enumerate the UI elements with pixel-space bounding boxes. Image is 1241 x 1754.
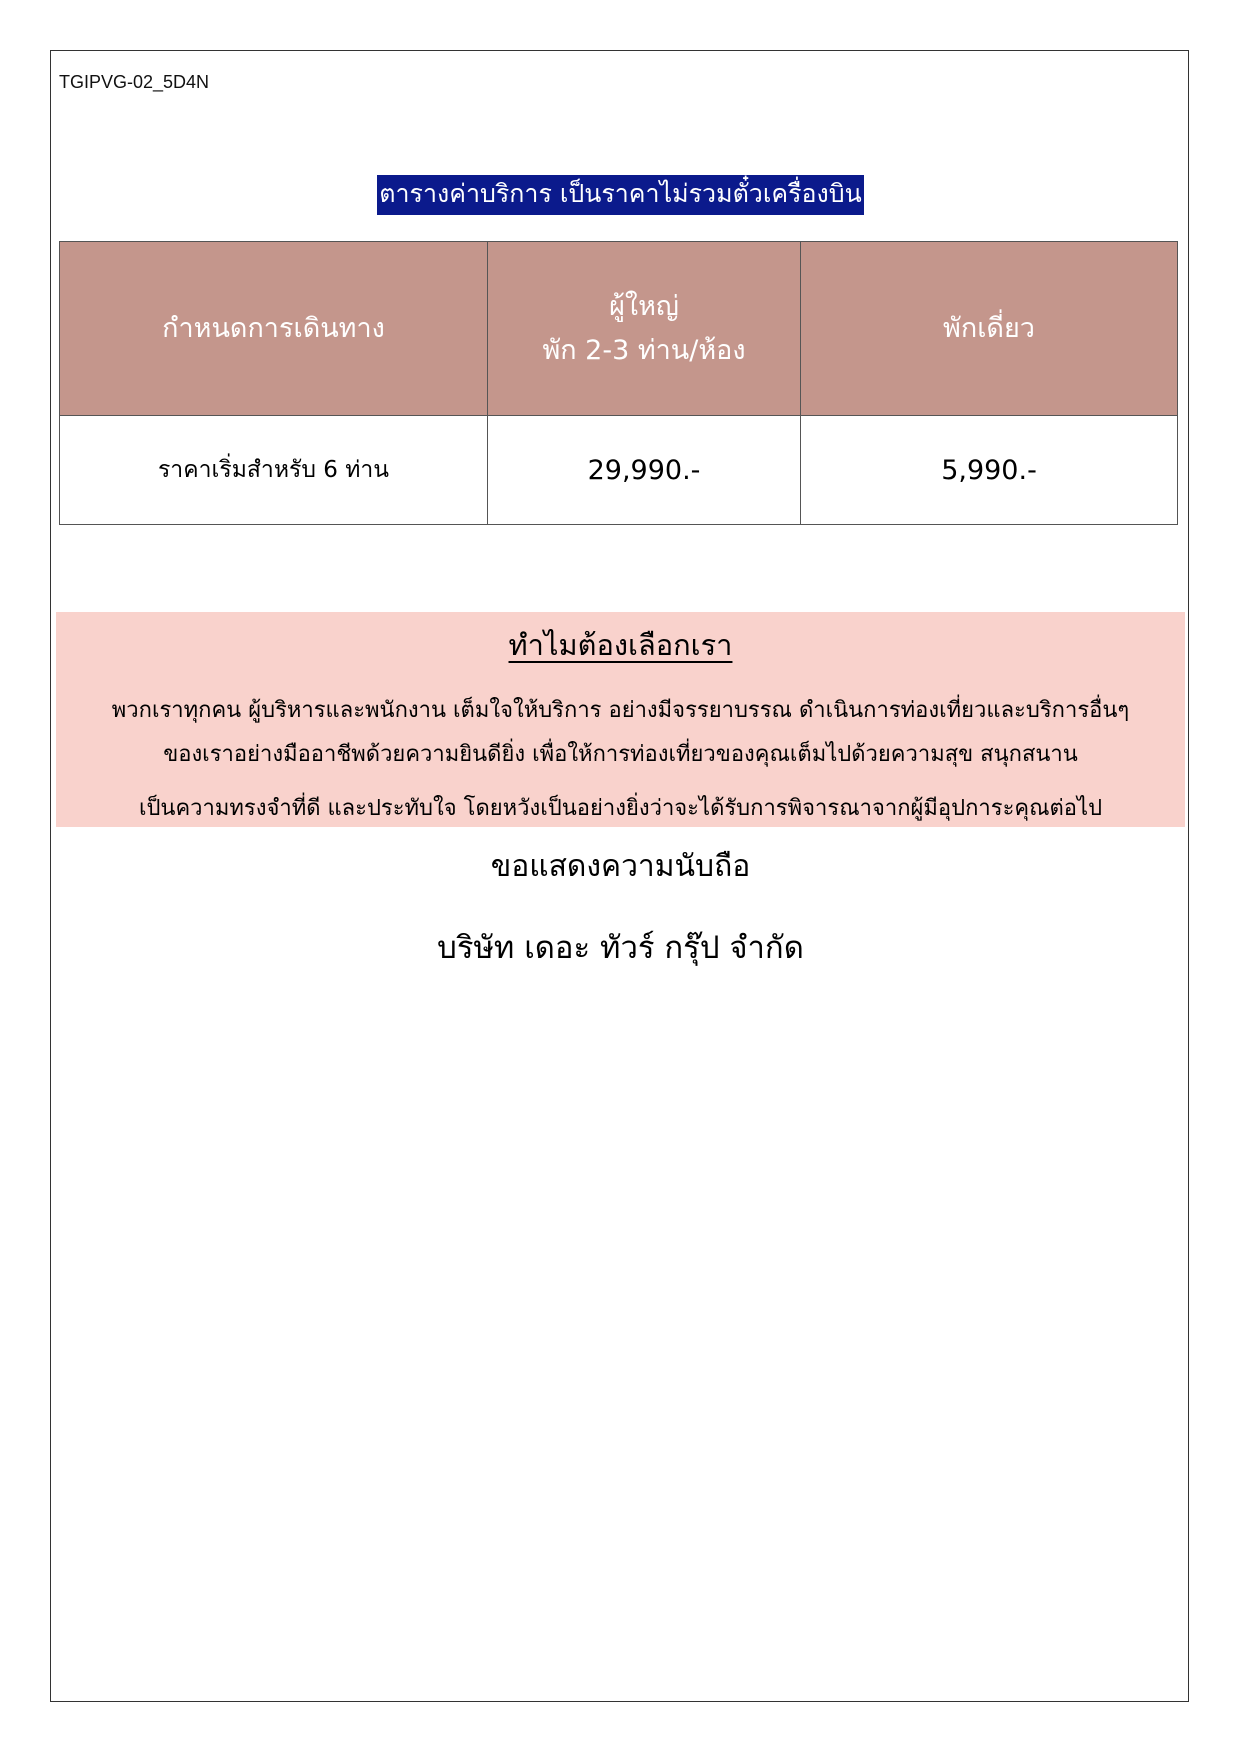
header-adult-line2: พัก 2-3 ท่าน/ห้อง [542,334,746,366]
single-price: 5,990.- [801,416,1178,525]
table-row [60,416,1178,525]
closing-regards: ขอแสดงความนับถือ [490,849,751,884]
price-table [59,241,1178,525]
why-us-line: พวกเราทุกคน ผู้บริหารและพนักงาน เต็มใจให้บริการ อย่างมีจรรยาบรรณ ดำเนินการท่องเที่ยวและบริการอื่นๆ [111,698,1130,723]
why-us-title: ทำไมต้องเลือกเรา [508,628,733,662]
price-table-title-wrap [0,175,1241,215]
price-table-header-row [60,242,1178,416]
why-us-section [56,612,1185,827]
row-label: ราคาเริ่มสำหรับ 6 ท่าน [60,416,488,525]
company-name: บริษัท เดอะ ทัวร์ กรุ๊ป จำกัด [437,930,804,966]
header-adult-line1: ผู้ใหญ่ [609,290,679,322]
why-us-line: ของเราอย่างมืออาชีพด้วยความยินดียิ่ง เพื่อให้การท่องเที่ยวของคุณเต็มไปด้วยความสุข สนุกสนาน [163,742,1078,767]
price-table-title: ตารางค่าบริการ เป็นราคาไม่รวมตั๋วเครื่องบิน [377,175,863,215]
adult-price: 29,990.- [488,416,801,525]
document-code: TGIPVG-02_5D4N [59,72,210,92]
header-adult [488,242,801,416]
why-us-line: เป็นความทรงจำที่ดี และประทับใจ โดยหวังเป็นอย่างยิ่งว่าจะได้รับการพิจารณาจากผู้มีอุปการะคุณต่อไป [138,796,1103,821]
header-schedule: กำหนดการเดินทาง [60,242,488,416]
header-single: พักเดี่ยว [801,242,1178,416]
